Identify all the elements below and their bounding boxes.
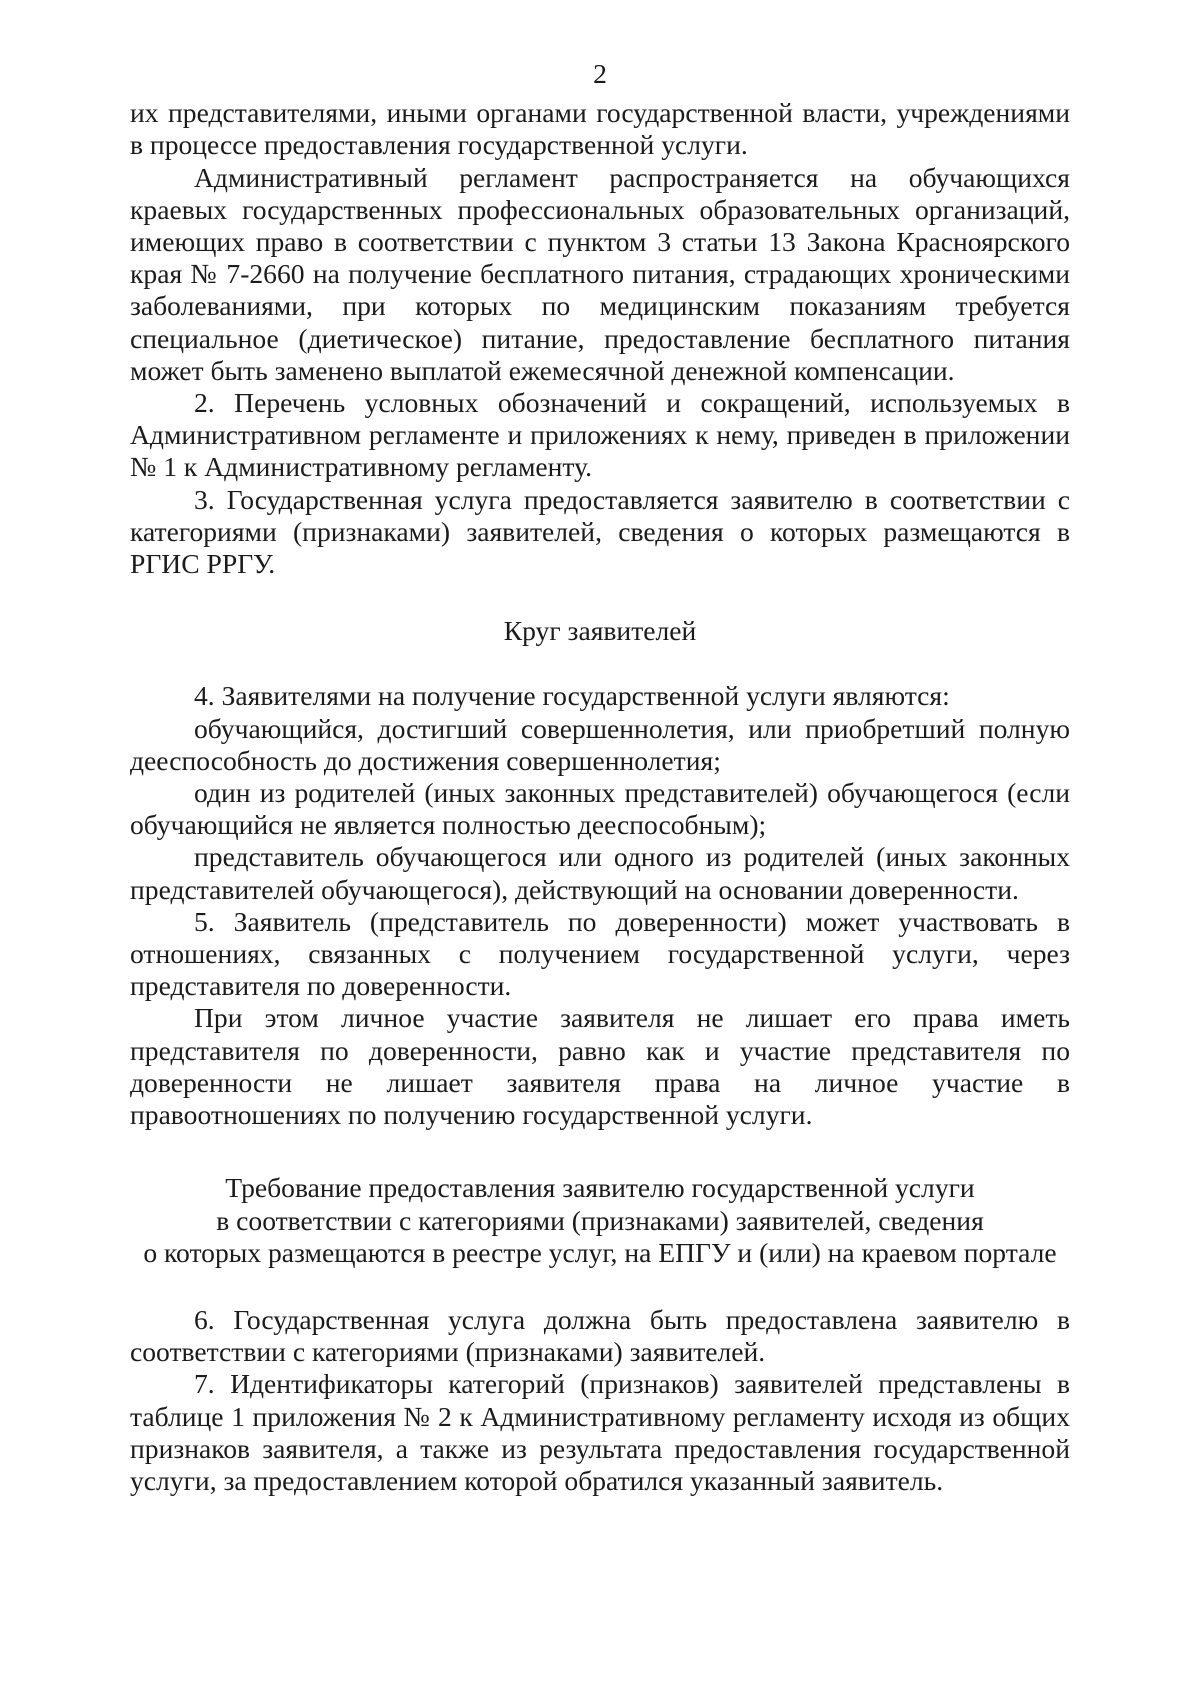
paragraph-item-5: 5. Заявитель (представитель по доверенности) может участвовать в отношениях, связанных с получением государственной услуги, через представителя по доверенности. bbox=[130, 905, 1070, 1002]
paragraph-item-4-c: представитель обучающегося или одного из родителей (иных законных представителей обучающегося), действующий на основании доверенности. bbox=[130, 841, 1070, 905]
paragraph-item-4: 4. Заявителями на получение государственной услуги являются: bbox=[194, 680, 950, 712]
section-intro bbox=[130, 97, 1070, 580]
heading-requirement-line: в соответствии с категориями (признаками) заявителей, сведения bbox=[216, 1204, 984, 1236]
page-number: 2 bbox=[593, 58, 607, 89]
heading-requirement-line: о которых размещаются в реестре услуг, на ЕПГУ и (или) на краевом портале bbox=[143, 1236, 1057, 1268]
paragraph-item-4-b: один из родителей (иных законных представителей) обучающегося (если обучающийся не является полностью дееспособным); bbox=[130, 777, 1070, 841]
paragraph-item-3: 3. Государственная услуга предоставляется заявителю в соответствии с категориями (признаками) заявителей, сведения о которых размещаются в РГИС РРГУ. bbox=[130, 483, 1070, 580]
paragraph-item-2: 2. Перечень условных обозначений и сокращений, используемых в Административном регламенте и приложениях к нему, приведен в приложении № 1 к Административному регламенту. bbox=[130, 387, 1070, 483]
paragraph-continuation: их представителями, иными органами государственной власти, учреждениями в процессе предоставления государственной услуги. bbox=[130, 97, 1070, 161]
paragraph-item-5-note: При этом личное участие заявителя не лишает его права иметь представителя по доверенности, равно как и участие представителя по доверенности не лишает заявителя права на личное участие в правоотношениях по получению государственной услуги. bbox=[130, 1002, 1070, 1131]
section-applicants bbox=[130, 680, 1070, 1131]
paragraph-scope: Административный регламент распространяется на обучающихся краевых государственных профессиональных образовательных организаций, имеющих право в соответствии с пунктом 3 статьи 13 Закона Красноярского края № 7-2660 на получение бесплатного питания, страдающих хроническими заболеваниями, при которых по медицинским показаниям требуется специальное (диетическое) питание, предоставление бесплатного питания может быть заменено выплатой ежемесячной денежной компенсации. bbox=[130, 161, 1070, 386]
heading-requirement bbox=[130, 1172, 1070, 1269]
paragraph-item-4-a: обучающийся, достигший совершеннолетия, или приобретший полную дееспособность до достижения совершеннолетия; bbox=[130, 712, 1070, 776]
section-requirement bbox=[130, 1304, 1070, 1497]
paragraph-item-6: 6. Государственная услуга должна быть предоставлена заявителю в соответствии с категориями (признаками) заявителей. bbox=[130, 1303, 1070, 1368]
paragraph-item-7: 7. Идентификаторы категорий (признаков) заявителей представлены в таблице 1 приложения № 2 к Административному регламенту исходя из общих признаков заявителя, а также из результата предоставления государственной услуги, за предоставлением которой обратился указанный заявитель. bbox=[130, 1368, 1070, 1496]
heading-applicants: Круг заявителей bbox=[503, 615, 697, 647]
heading-requirement-line: Требование предоставления заявителю государственной услуги bbox=[225, 1172, 975, 1204]
